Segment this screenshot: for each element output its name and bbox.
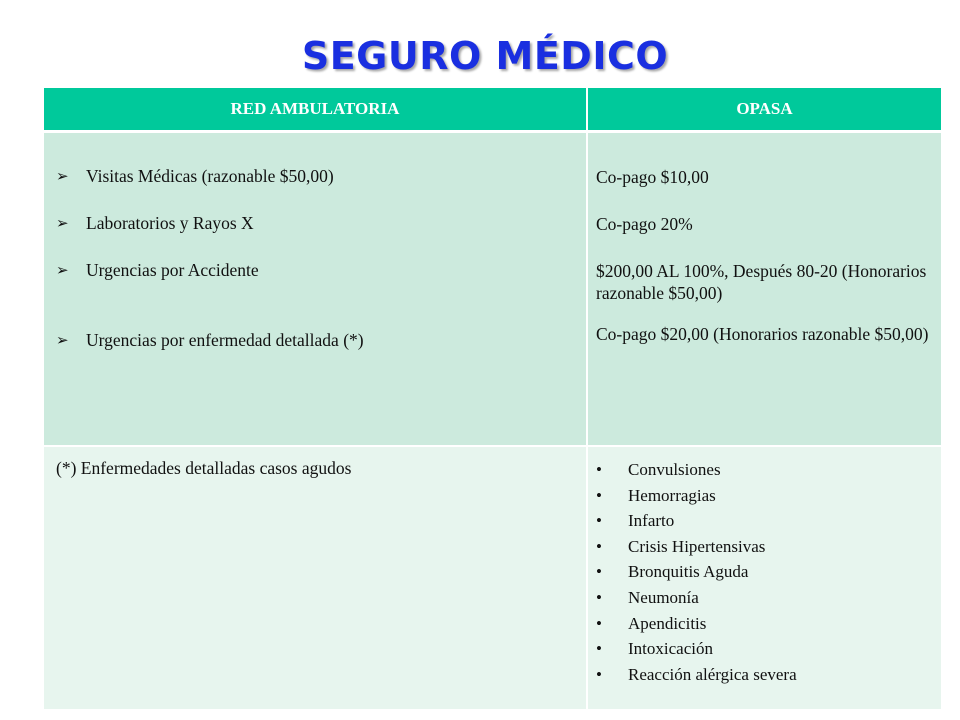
coverage-table (44, 88, 941, 711)
disease-label: Hemorragias (628, 485, 716, 505)
arrowhead-bullet-icon: ➢ (56, 263, 69, 279)
dot-bullet-icon: • (596, 664, 602, 684)
disease-label: Bronquitis Aguda (628, 562, 749, 582)
dot-bullet-icon: • (596, 613, 602, 633)
list-item (596, 534, 941, 560)
list-item (596, 457, 941, 483)
copay-text: Co-pago $10,00 (596, 167, 709, 187)
list-item (596, 508, 941, 534)
list-item (56, 260, 586, 282)
benefits-cell (44, 132, 587, 447)
list-item (596, 559, 941, 585)
copay-text: $200,00 AL 100%, Después 80-20 (Honorarios razonable $50,00) (596, 261, 927, 303)
header-row (44, 88, 941, 132)
benefit-label: Urgencias por Accidente (86, 260, 259, 280)
list-item (56, 330, 586, 352)
benefit-label: Urgencias por enfermedad detallada (*) (86, 330, 364, 350)
header-red-ambulatoria: RED AMBULATORIA (44, 88, 587, 132)
dot-bullet-icon: • (596, 587, 602, 607)
table-row (44, 132, 941, 447)
disease-label: Infarto (628, 511, 675, 531)
disease-label: Intoxicación (628, 639, 713, 659)
header-opasa: OPASA (587, 88, 941, 132)
arrowhead-bullet-icon: ➢ (56, 333, 69, 349)
page-title: SEGURO MÉDICO (301, 34, 669, 78)
diseases-cell (587, 446, 941, 710)
disease-label: Reacción alérgica severa (628, 664, 797, 684)
dot-bullet-icon: • (596, 536, 602, 556)
dot-bullet-icon: • (596, 511, 602, 531)
benefits-list (44, 133, 586, 352)
copays-list (588, 133, 941, 347)
list-item (56, 213, 586, 235)
dot-bullet-icon: • (596, 460, 602, 479)
list-item (596, 611, 941, 637)
arrowhead-bullet-icon: ➢ (56, 216, 69, 232)
note-cell (44, 446, 587, 710)
dot-bullet-icon: • (596, 639, 602, 659)
disease-label: Convulsiones (628, 460, 721, 479)
list-item (596, 662, 941, 688)
copays-cell (587, 132, 941, 447)
arrowhead-bullet-icon: ➢ (56, 169, 69, 185)
benefit-label: Laboratorios y Rayos X (86, 213, 254, 233)
list-item (596, 636, 941, 662)
table-row (44, 446, 941, 710)
list-item (596, 483, 941, 509)
disease-label: Neumonía (628, 587, 699, 607)
list-item (56, 166, 586, 188)
dot-bullet-icon: • (596, 562, 602, 582)
footnote-text: (*) Enfermedades detalladas casos agudos (56, 458, 352, 478)
copay-text: Co-pago 20% (596, 214, 693, 234)
diseases-list (588, 447, 941, 687)
benefit-label: Visitas Médicas (razonable $50,00) (86, 166, 334, 186)
list-item (596, 585, 941, 611)
copay-text: Co-pago $20,00 (Honorarios razonable $50,00) (596, 324, 929, 344)
dot-bullet-icon: • (596, 485, 602, 505)
disease-label: Apendicitis (628, 613, 707, 633)
disease-label: Crisis Hipertensivas (628, 536, 766, 556)
